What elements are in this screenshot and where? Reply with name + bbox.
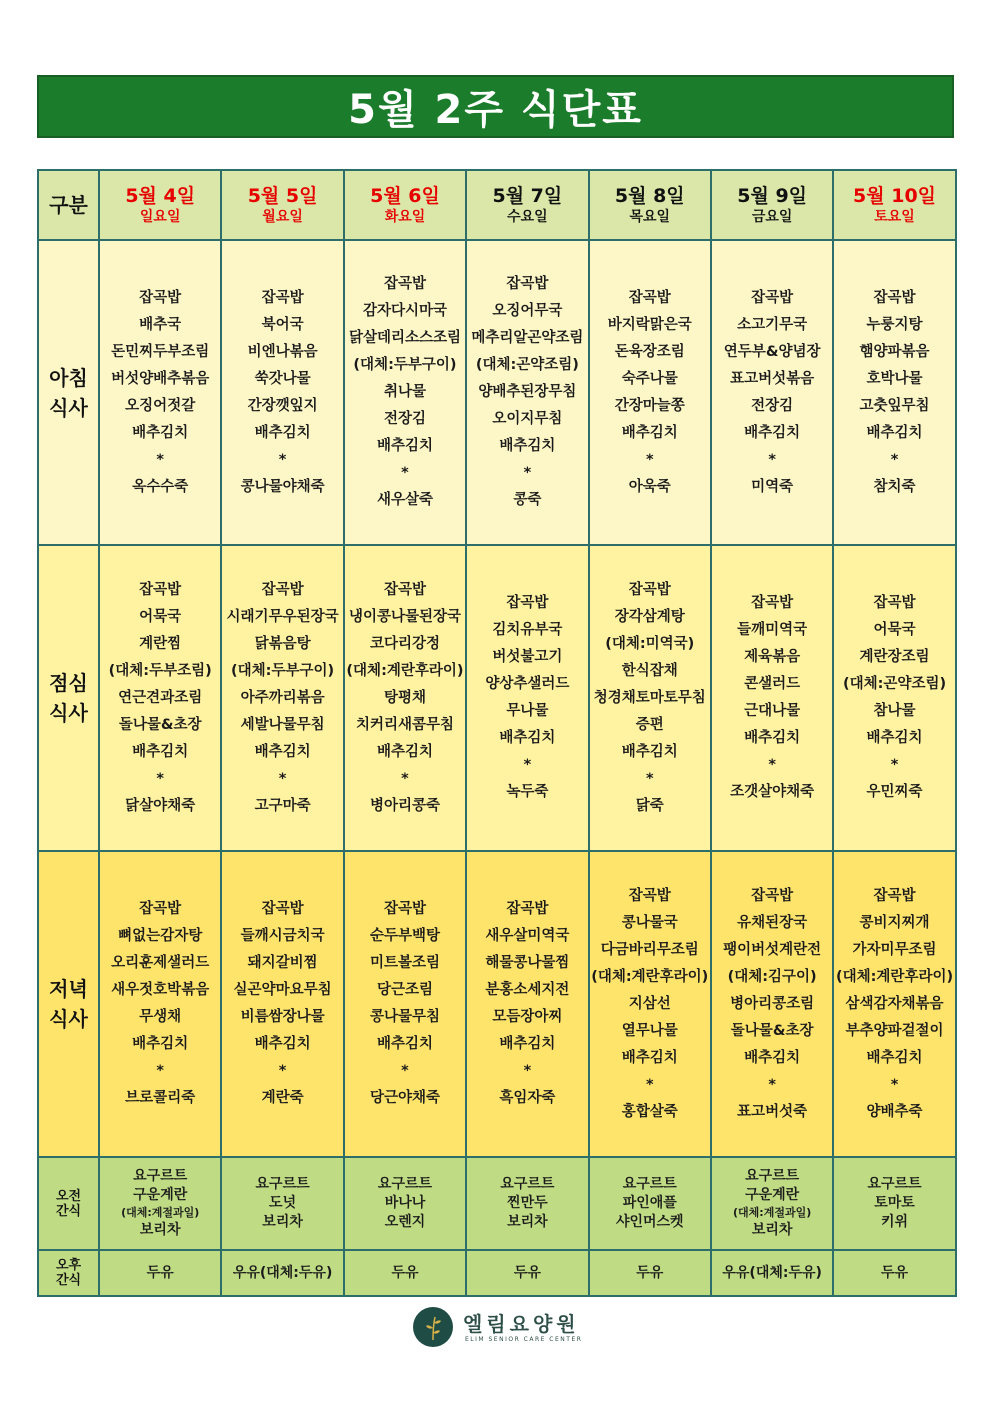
menu-item: 콘샐러드 (744, 676, 801, 692)
row-label: 점심 (49, 671, 88, 695)
menu-item: 청경채토마토무침 (593, 689, 706, 706)
menu-item: (대체:두부조림) (108, 662, 212, 679)
menu-item: 두유 (636, 1264, 664, 1281)
menu-item: 양상추샐러드 (485, 676, 570, 692)
menu-item: 배추김치 (376, 743, 433, 760)
menu-item: (대체:곤약조림) (842, 676, 947, 692)
menu-item: 실곤약마요무침 (233, 982, 332, 998)
day-header-cell (833, 170, 955, 240)
menu-item: (대체:미역국) (605, 635, 695, 652)
menu-item: 잡곡밥 (751, 887, 794, 904)
menu-item: * (278, 770, 287, 787)
menu-item: 연근견과조림 (118, 689, 203, 706)
day-of-week: 화요일 (384, 209, 426, 225)
menu-item: 뼈없는감자탕 (118, 928, 203, 944)
menu-item: 연두부&양념장 (723, 343, 821, 360)
menu-table (37, 169, 957, 1297)
menu-item: 증편 (635, 716, 664, 733)
menu-item: (대체:계절과일) (733, 1206, 812, 1219)
menu-item: 호박나물 (866, 370, 923, 387)
menu-cell (466, 1157, 588, 1250)
menu-item: 조갯살야채죽 (730, 784, 815, 800)
menu-item: 잡곡밥 (873, 289, 916, 306)
menu-item: * (645, 451, 654, 468)
menu-item: 당근조림 (376, 982, 433, 998)
menu-item: 두유 (146, 1264, 174, 1281)
menu-item: 잡곡밥 (139, 901, 182, 917)
menu-item: 들깨시금치국 (240, 928, 325, 944)
menu-item: 참치죽 (873, 478, 916, 495)
menu-item: 우유(대체:두유) (722, 1264, 822, 1281)
row-label: 오전 (55, 1188, 82, 1204)
menu-item: * (156, 451, 164, 468)
menu-item: * (890, 757, 899, 773)
menu-item: 계란죽 (261, 1090, 304, 1106)
logo-subtitle: ELIM SENIOR CARE CENTER (465, 1336, 583, 1343)
menu-item: 콩죽 (513, 492, 542, 508)
menu-cell (221, 1157, 343, 1250)
menu-item: 간장마늘쫑 (614, 397, 685, 414)
row-label-cell (38, 545, 99, 851)
menu-item: (대체:계란후라이) (835, 968, 954, 985)
menu-item: 배추김치 (499, 730, 556, 746)
menu-item: 삼색감자채볶음 (845, 995, 944, 1012)
menu-cell (344, 851, 466, 1157)
menu-item: 배추김치 (376, 1036, 433, 1052)
menu-item: 두유 (881, 1264, 909, 1281)
menu-cell (466, 1250, 588, 1296)
menu-item: 콩나물국 (621, 914, 678, 931)
menu-item: 양배추죽 (866, 1103, 923, 1120)
menu-cell (833, 240, 955, 545)
menu-item: (대체:계절과일) (121, 1206, 200, 1219)
menu-item: * (768, 1076, 776, 1093)
row-label-cell (38, 240, 99, 545)
day-header-cell (589, 170, 711, 240)
menu-cell (833, 1157, 955, 1250)
menu-cell (221, 240, 343, 545)
menu-cell (589, 545, 711, 851)
menu-item: 버섯불고기 (492, 649, 563, 665)
menu-item: 배추김치 (132, 424, 189, 441)
menu-item: 제육볶음 (744, 649, 801, 665)
row-label-cell (38, 851, 99, 1157)
lunch-row (38, 545, 956, 851)
day-of-week: 월요일 (262, 209, 303, 225)
wheat-leaf-icon (413, 1307, 453, 1347)
menu-item: * (523, 757, 532, 773)
menu-item: 보리차 (507, 1214, 548, 1230)
menu-item: 참나물 (873, 703, 916, 719)
menu-cell (711, 1157, 833, 1250)
menu-item: 바지락맑은국 (607, 316, 692, 333)
menu-item: 누룽지탕 (866, 316, 923, 333)
menu-item: 배추국 (139, 316, 182, 333)
menu-item: * (645, 1076, 654, 1093)
menu-cell (221, 545, 343, 851)
menu-item: 배추김치 (621, 743, 678, 760)
menu-item: 잡곡밥 (261, 289, 304, 306)
menu-cell (711, 851, 833, 1157)
menu-item: 다금바리무조림 (600, 941, 699, 958)
menu-item: * (401, 770, 409, 787)
day-header-cell (99, 170, 221, 240)
menu-item: 돈육장조림 (614, 343, 685, 360)
day-of-week: 목요일 (629, 209, 671, 225)
logo-name: 엘림요양원 (463, 1312, 580, 1336)
menu-item: 잡곡밥 (139, 289, 182, 306)
day-date: 5월 6일 (370, 185, 440, 207)
menu-item: 배추김치 (866, 1049, 923, 1066)
menu-item: 잡곡밥 (873, 887, 916, 904)
menu-item: 잡곡밥 (506, 276, 549, 292)
row-label: 아침 (49, 365, 88, 390)
menu-item: 메추리알곤약조림 (471, 330, 584, 346)
row-label: 간식 (55, 1273, 82, 1288)
header-label: 구분 (49, 193, 88, 217)
day-date: 5월 10일 (853, 185, 937, 207)
menu-item: * (768, 757, 776, 773)
menu-item: 무나물 (506, 703, 549, 719)
menu-item: 탕평채 (383, 689, 426, 706)
menu-item: 간장깻잎지 (247, 397, 318, 414)
menu-item: 햄양파볶음 (859, 343, 930, 360)
menu-item: 배추김치 (499, 1036, 556, 1052)
menu-item: 닭살데리소스조림 (348, 330, 461, 346)
menu-item: 잡곡밥 (383, 581, 426, 598)
menu-cell (833, 1250, 955, 1296)
menu-item: 보리차 (139, 1222, 181, 1238)
menu-item: 오이지무침 (492, 411, 563, 427)
menu-cell (344, 1250, 466, 1296)
menu-item: 팽이버섯계란전 (723, 941, 822, 958)
menu-item: * (523, 465, 532, 481)
menu-item: 장각삼계탕 (614, 608, 685, 625)
menu-item: 소고기무국 (737, 316, 808, 333)
menu-item: 요구르트 (622, 1176, 677, 1192)
header-label-cell (38, 170, 99, 240)
menu-item: 북어국 (261, 316, 304, 333)
menu-cell (589, 1157, 711, 1250)
menu-item: 보리차 (262, 1214, 303, 1230)
menu-item: 우민찌죽 (866, 784, 923, 800)
day-of-week: 금요일 (751, 209, 793, 225)
breakfast-row (38, 240, 956, 545)
menu-item: 근대나물 (744, 703, 801, 719)
menu-item: * (523, 1063, 532, 1079)
menu-item: 잡곡밥 (139, 581, 182, 598)
menu-item: 요구르트 (377, 1176, 433, 1192)
menu-item: 새우젓호박볶음 (111, 982, 210, 998)
menu-item: 옥수수죽 (132, 478, 189, 495)
menu-item: 새우살미역국 (485, 928, 570, 944)
menu-item: 아주까리볶음 (240, 689, 325, 706)
row-label: 간식 (55, 1203, 82, 1219)
menu-item: 당근야채죽 (369, 1090, 440, 1106)
menu-item: 요구르트 (255, 1176, 310, 1192)
menu-item: 숙주나물 (621, 370, 678, 387)
menu-item: 잡곡밥 (506, 595, 549, 611)
facility-logo (413, 1307, 588, 1349)
day-of-week: 토요일 (874, 209, 915, 225)
menu-item: 배추김치 (376, 438, 433, 454)
menu-item: 버섯양배추볶음 (111, 370, 210, 387)
menu-item: 가자미무조림 (852, 941, 937, 958)
menu-cell (466, 851, 588, 1157)
row-label: 저녁 (49, 977, 88, 1001)
menu-item: 냉이콩나물된장국 (348, 608, 461, 625)
menu-item: 파인애플 (622, 1195, 677, 1211)
day-of-week: 일요일 (139, 209, 181, 225)
menu-item: 병아리콩죽 (369, 797, 440, 814)
menu-item: * (890, 451, 899, 468)
day-date: 5월 8일 (614, 185, 685, 207)
row-label: 식사 (49, 1007, 88, 1031)
menu-item: 두유 (391, 1264, 419, 1281)
menu-item: 도넛 (269, 1195, 297, 1211)
menu-item: 분홍소세지전 (485, 982, 570, 998)
menu-item: 표고버섯죽 (737, 1103, 808, 1120)
menu-item: 모듬장아찌 (492, 1009, 563, 1025)
menu-item: 잡곡밥 (628, 581, 671, 598)
menu-item: 어묵국 (873, 622, 916, 638)
day-header-cell (221, 170, 343, 240)
menu-item: 부추양파겉절이 (845, 1022, 944, 1039)
menu-item: 비엔나볶음 (247, 343, 318, 360)
menu-cell (221, 1250, 343, 1296)
menu-item: 배추김치 (132, 1036, 189, 1052)
menu-item: 콩비지찌개 (859, 914, 930, 931)
row-label: 오후 (55, 1258, 82, 1273)
menu-item: 배추김치 (254, 1036, 311, 1052)
menu-item: 배추김치 (744, 424, 801, 441)
menu-item: 치커리새콤무침 (355, 716, 454, 733)
menu-item: * (768, 451, 776, 468)
menu-item: 시래기무우된장국 (226, 608, 339, 625)
dinner-row (38, 851, 956, 1157)
menu-item: * (278, 1063, 287, 1079)
day-date: 5월 9일 (737, 185, 808, 207)
menu-cell (99, 851, 221, 1157)
menu-item: 들깨미역국 (737, 622, 808, 638)
menu-item: 해물콩나물찜 (485, 955, 570, 971)
menu-cell (711, 545, 833, 851)
menu-item: * (401, 465, 409, 481)
menu-cell (99, 1157, 221, 1250)
menu-item: 구운계란 (745, 1187, 800, 1203)
menu-item: 잡곡밥 (261, 901, 304, 917)
day-date: 5월 7일 (492, 185, 563, 207)
menu-item: 요구르트 (133, 1168, 188, 1184)
menu-item: 요구르트 (745, 1168, 800, 1184)
menu-item: 배추김치 (866, 424, 923, 441)
menu-item: * (156, 1063, 164, 1079)
day-header-cell (466, 170, 588, 240)
day-date: 5월 4일 (125, 185, 196, 207)
menu-item: (대체:곤약조림) (475, 357, 579, 373)
menu-item: 무생채 (139, 1009, 182, 1025)
menu-item: 배추김치 (866, 730, 923, 746)
menu-item: (대체:김구이) (727, 968, 817, 985)
row-label: 식사 (49, 701, 88, 725)
menu-item: 샤인머스켓 (615, 1214, 684, 1230)
menu-item: 배추김치 (499, 438, 556, 454)
menu-item: 배추김치 (254, 743, 311, 760)
menu-cell (344, 545, 466, 851)
menu-item: 잡곡밥 (628, 289, 671, 306)
menu-item: 요구르트 (867, 1176, 922, 1192)
menu-item: 아욱죽 (628, 478, 671, 495)
menu-cell (99, 1250, 221, 1296)
menu-item: 찐만두 (507, 1195, 548, 1211)
menu-cell (466, 240, 588, 545)
menu-item: 유채된장국 (737, 914, 808, 931)
menu-item: 배추김치 (744, 730, 801, 746)
menu-item: 오리훈제샐러드 (111, 955, 210, 971)
menu-item: 잡곡밥 (261, 581, 304, 598)
menu-item: 고춧잎무침 (859, 397, 930, 414)
menu-item: 취나물 (383, 384, 426, 400)
menu-item: 닭살야채죽 (125, 797, 196, 814)
menu-item: 돈민찌두부조림 (111, 343, 210, 360)
menu-item: * (401, 1063, 409, 1079)
menu-item: 표고버섯볶음 (730, 370, 815, 387)
menu-item: 지삼선 (628, 995, 671, 1012)
menu-item: 어묵국 (139, 608, 182, 625)
menu-item: 감자다시마국 (362, 303, 447, 319)
menu-item: 코다리강정 (369, 635, 440, 652)
row-label: 식사 (49, 395, 88, 420)
title-banner (37, 75, 954, 138)
menu-item: 구운계란 (133, 1187, 188, 1203)
menu-item: 병아리콩조림 (730, 995, 815, 1012)
menu-item: 오렌지 (384, 1214, 426, 1230)
menu-item: 잡곡밥 (628, 887, 671, 904)
menu-item: 한식잡채 (621, 662, 678, 679)
menu-item: 흑임자죽 (499, 1090, 556, 1106)
menu-item: 요구르트 (500, 1176, 555, 1192)
menu-item: 잡곡밥 (873, 595, 916, 611)
menu-item: (대체:두부구이) (231, 662, 335, 679)
menu-cell (221, 851, 343, 1157)
menu-item: 돌나물&초장 (730, 1022, 814, 1039)
menu-item: 닭볶음탕 (254, 635, 311, 652)
menu-item: 보리차 (751, 1222, 793, 1238)
menu-cell (833, 851, 955, 1157)
menu-item: (대체:계란후라이) (591, 968, 709, 985)
menu-item: 브로콜리죽 (125, 1090, 196, 1106)
menu-cell (99, 240, 221, 545)
day-header-cell (711, 170, 833, 240)
menu-cell (711, 1250, 833, 1296)
menu-item: 콩나물무침 (369, 1009, 440, 1025)
menu-cell (589, 1250, 711, 1296)
day-date: 5월 5일 (247, 185, 318, 207)
menu-item: 미역죽 (751, 478, 794, 495)
menu-item: 홍합살죽 (621, 1103, 678, 1120)
menu-item: 돌나물&초장 (118, 716, 202, 733)
menu-item: 녹두죽 (506, 784, 549, 800)
menu-item: 우유(대체:두유) (232, 1264, 333, 1281)
row-label-cell (38, 1250, 99, 1296)
menu-item: 오징어무국 (492, 303, 563, 319)
menu-item: * (278, 451, 287, 468)
menu-item: 배추김치 (254, 424, 311, 441)
menu-item: 토마토 (874, 1195, 915, 1211)
menu-cell (711, 240, 833, 545)
menu-item: 잡곡밥 (751, 595, 794, 611)
day-of-week: 수요일 (507, 209, 548, 225)
menu-item: 배추김치 (744, 1049, 801, 1066)
menu-item: * (645, 770, 654, 787)
menu-cell (344, 1157, 466, 1250)
menu-item: 잡곡밥 (506, 901, 549, 917)
menu-item: 쑥갓나물 (254, 370, 311, 387)
menu-item: 배추김치 (621, 1049, 678, 1066)
row-label-cell (38, 1157, 99, 1250)
menu-item: 잡곡밥 (383, 276, 426, 292)
menu-item: 계란찜 (139, 635, 182, 652)
menu-cell (99, 545, 221, 851)
menu-item: 콩나물야채죽 (240, 478, 325, 495)
menu-item: 배추김치 (132, 743, 189, 760)
menu-item: (대체:계란후라이) (346, 662, 464, 679)
menu-item: 세발나물무침 (240, 716, 325, 733)
menu-item: 잡곡밥 (383, 901, 426, 917)
menu-cell (589, 851, 711, 1157)
menu-cell (344, 240, 466, 545)
menu-item: 순두부백탕 (369, 928, 440, 944)
menu-item: 전장김 (751, 397, 794, 414)
menu-item: * (890, 1076, 899, 1093)
menu-item: * (156, 770, 164, 787)
menu-item: 두유 (513, 1264, 541, 1281)
menu-item: 미트볼조림 (369, 955, 440, 971)
menu-cell (589, 240, 711, 545)
menu-item: 계란장조림 (859, 649, 930, 665)
menu-item: 돼지갈비찜 (247, 955, 318, 971)
menu-item: 잡곡밥 (751, 289, 794, 306)
menu-item: 오징어젓갈 (125, 397, 196, 414)
menu-item: 키위 (881, 1214, 909, 1230)
menu-item: 양배추된장무침 (478, 384, 577, 400)
menu-item: 비름쌈장나물 (240, 1009, 325, 1025)
header-row (38, 170, 956, 240)
menu-item: 열무나물 (621, 1022, 678, 1039)
menu-cell (833, 545, 955, 851)
menu-item: 고구마죽 (254, 797, 311, 814)
page-title: 5월 2주 식단표 (348, 87, 643, 133)
menu-item: 배추김치 (621, 424, 678, 441)
menu-item: 바나나 (384, 1195, 426, 1211)
pm-snack-row (38, 1250, 956, 1296)
menu-item: (대체:두부구이) (353, 357, 457, 373)
am-snack-row (38, 1157, 956, 1250)
menu-item: 전장김 (383, 411, 426, 427)
menu-item: 김치유부국 (492, 622, 563, 638)
menu-item: 새우살죽 (376, 492, 433, 508)
menu-item: 닭죽 (635, 797, 664, 814)
menu-cell (466, 545, 588, 851)
day-header-cell (344, 170, 466, 240)
